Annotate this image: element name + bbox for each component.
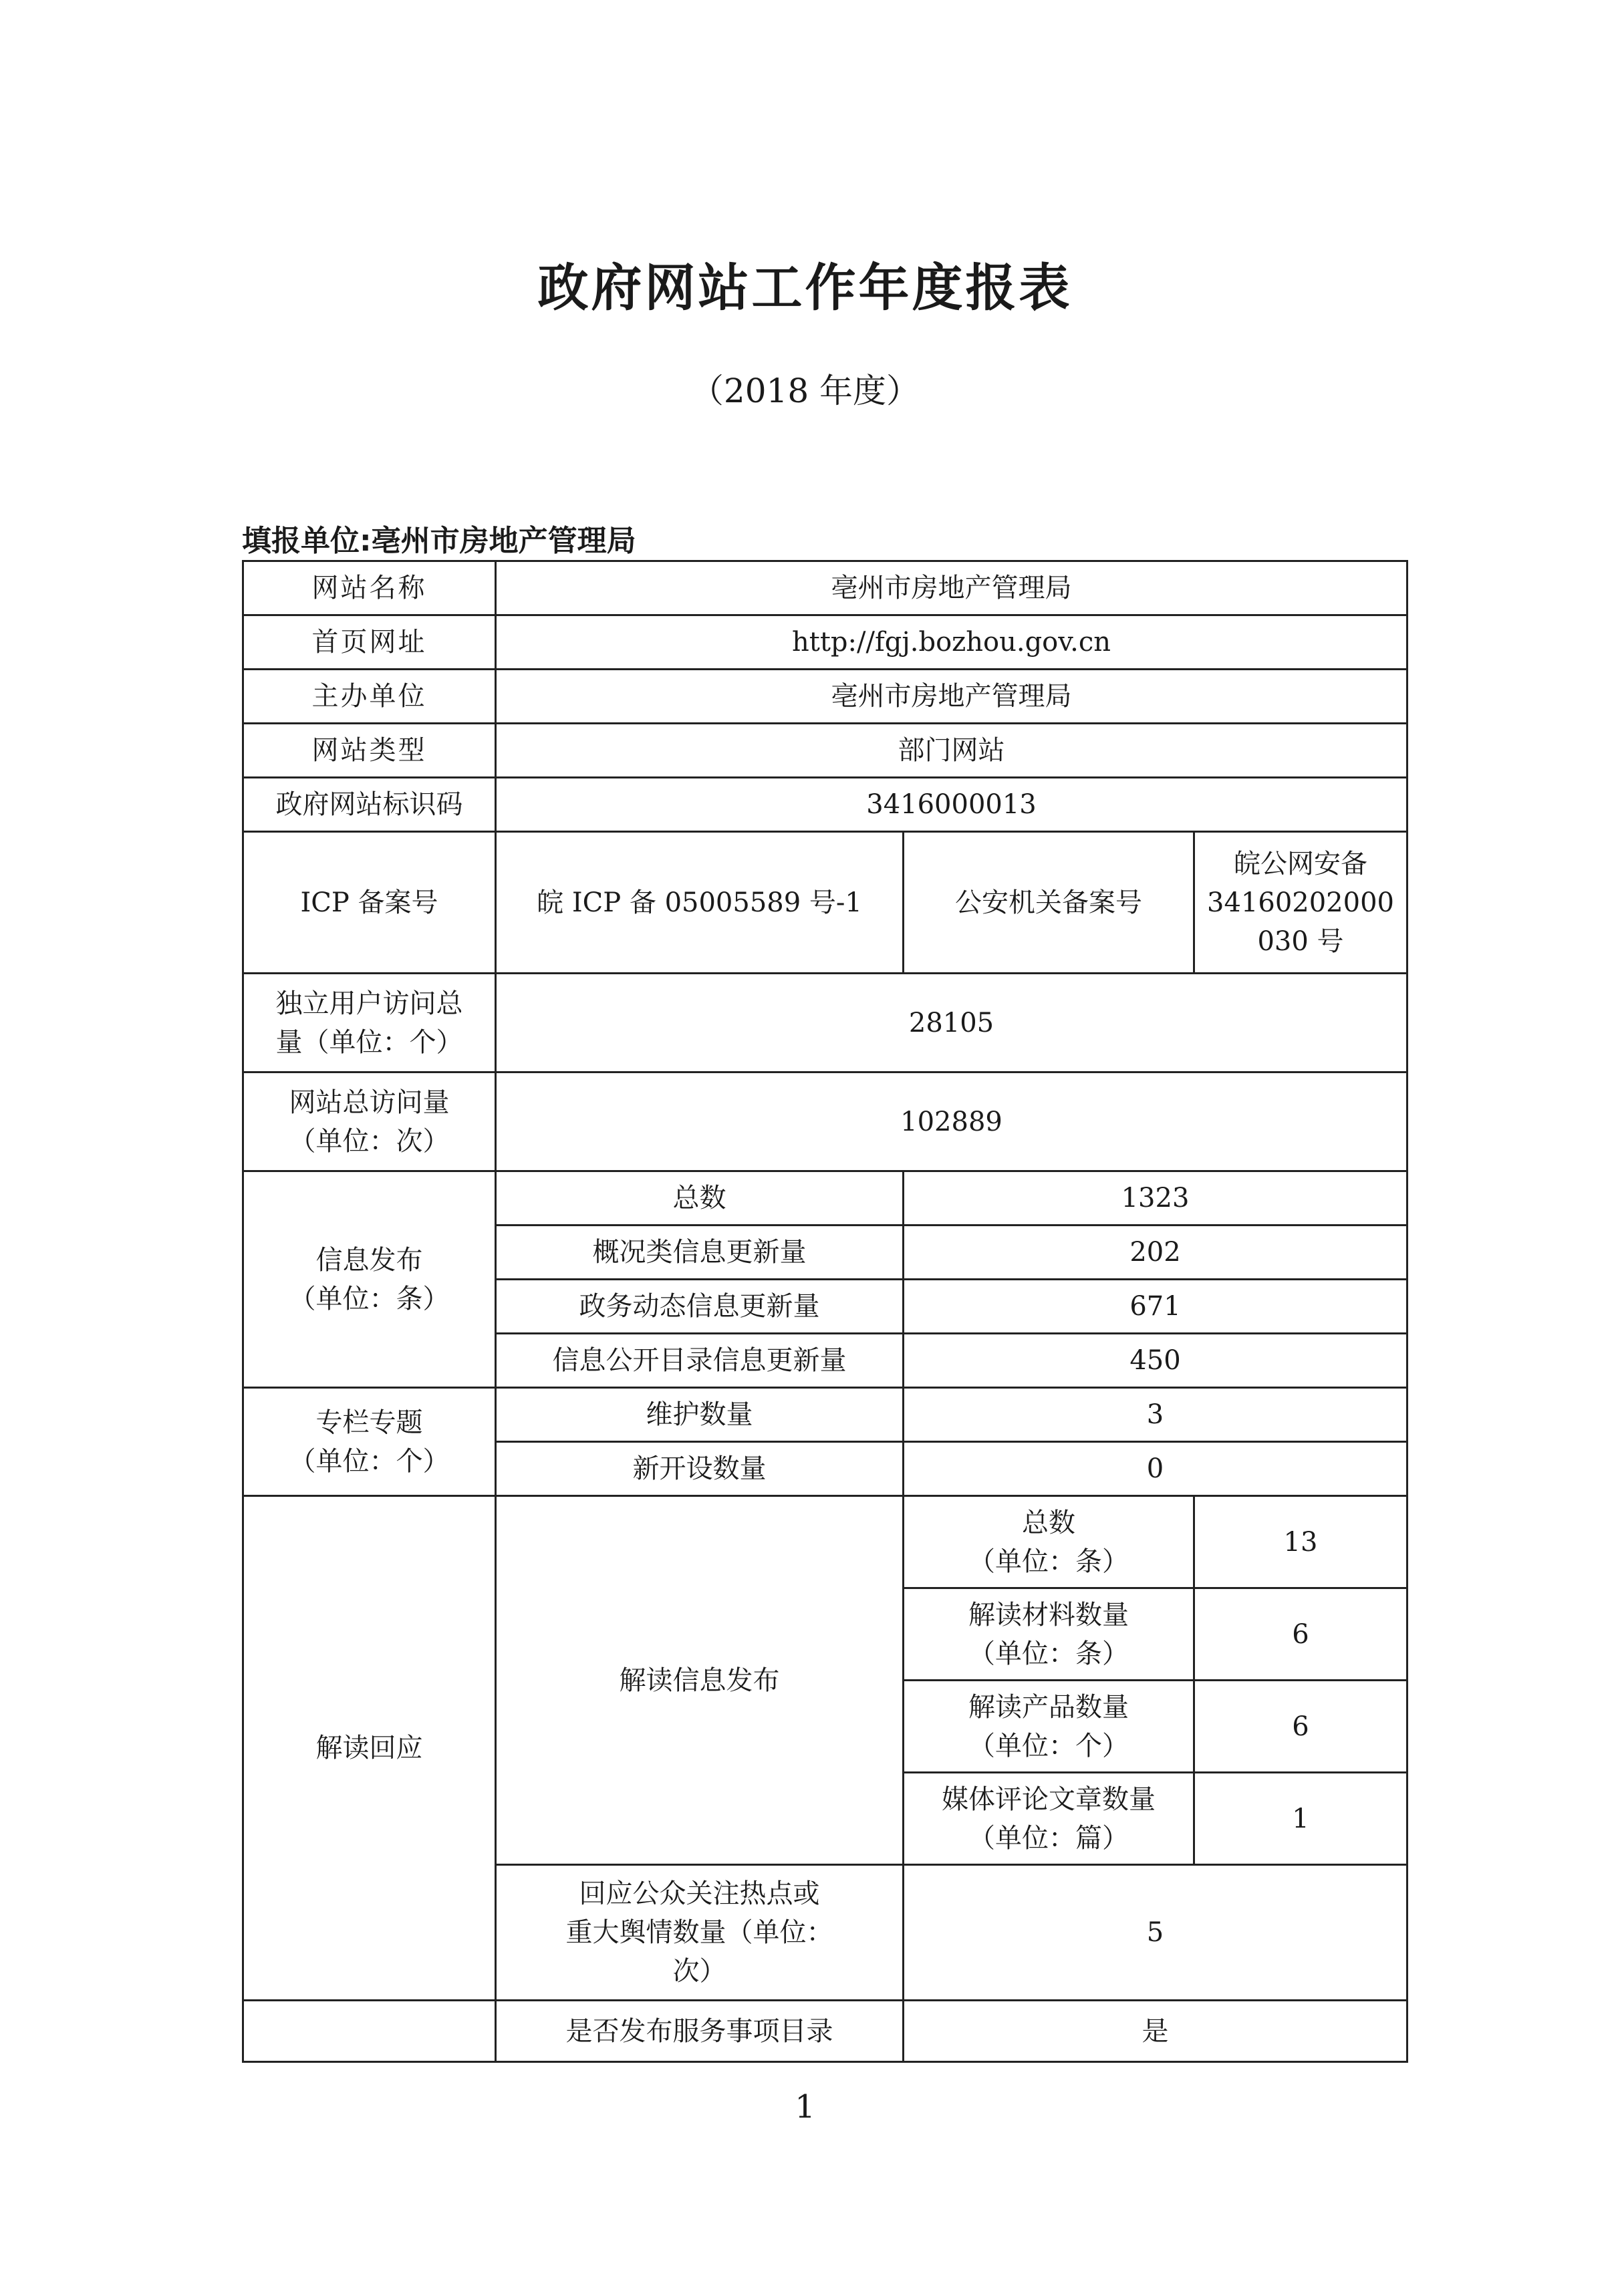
police-record-value bbox=[1194, 832, 1407, 974]
interp-item-label bbox=[904, 1681, 1194, 1773]
columns-label-line-2: （单位：个） bbox=[289, 1445, 450, 1477]
row-total-visits bbox=[243, 1072, 1407, 1171]
site-code-label: 政府网站标识码 bbox=[243, 778, 496, 832]
interp-item-value: 13 bbox=[1194, 1496, 1407, 1588]
page-number: 1 bbox=[795, 2088, 815, 2126]
service-catalog-label: 是否发布服务事项目录 bbox=[496, 2001, 904, 2062]
police-record-line-3: 030 号 bbox=[1257, 925, 1344, 957]
interp-item-label-line-1: 解读材料数量 bbox=[968, 1599, 1129, 1630]
info-item-value: 202 bbox=[904, 1226, 1407, 1280]
unique-visitors-label bbox=[243, 974, 496, 1072]
interp-item-label-line-2: （单位：个） bbox=[968, 1730, 1129, 1761]
info-item-label: 概况类信息更新量 bbox=[496, 1226, 904, 1280]
icp-value: 皖 ICP 备 05005589 号-1 bbox=[496, 832, 904, 974]
row-interp-total bbox=[243, 1496, 1407, 1588]
site-name-label: 网站名称 bbox=[243, 561, 496, 615]
row-sponsor bbox=[243, 670, 1407, 724]
response-value: 5 bbox=[904, 1865, 1407, 2001]
info-item-value: 671 bbox=[904, 1280, 1407, 1334]
response-label-line-1: 回应公众关注热点或 bbox=[579, 1878, 820, 1909]
info-publish-label-line-1: 信息发布 bbox=[315, 1244, 423, 1276]
interpretation-sub-label: 解读信息发布 bbox=[496, 1496, 904, 1865]
row-site-type bbox=[243, 724, 1407, 778]
row-icp bbox=[243, 832, 1407, 974]
info-item-value: 450 bbox=[904, 1334, 1407, 1388]
response-label-line-2: 重大舆情数量（单位： bbox=[565, 1917, 833, 1948]
total-visits-label-line-1: 网站总访问量 bbox=[289, 1087, 450, 1118]
service-catalog-value: 是 bbox=[904, 2001, 1407, 2062]
site-name-value: 亳州市房地产管理局 bbox=[496, 561, 1407, 615]
home-url-value: http://fgj.bozhou.gov.cn bbox=[496, 615, 1407, 670]
interp-item-label-line-1: 总数 bbox=[1022, 1507, 1075, 1538]
interp-item-label-line-2: （单位：条） bbox=[968, 1546, 1129, 1577]
icp-label: ICP 备案号 bbox=[243, 832, 496, 974]
interp-item-value: 1 bbox=[1194, 1773, 1407, 1865]
total-visits-label bbox=[243, 1072, 496, 1171]
interp-item-label-line-1: 媒体评论文章数量 bbox=[942, 1783, 1156, 1815]
columns-item-value: 3 bbox=[904, 1388, 1407, 1442]
interp-item-value: 6 bbox=[1194, 1588, 1407, 1681]
page-subtitle: （2018 年度） bbox=[690, 372, 920, 410]
site-type-value: 部门网站 bbox=[496, 724, 1407, 778]
row-site-code bbox=[243, 778, 1407, 832]
home-url-label: 首页网址 bbox=[243, 615, 496, 670]
filler-unit: 填报单位:亳州市房地产管理局 bbox=[242, 524, 636, 558]
police-record-line-1: 皖公网安备 bbox=[1234, 848, 1367, 879]
site-code-value: 3416000013 bbox=[496, 778, 1407, 832]
interp-item-label bbox=[904, 1588, 1194, 1681]
report-table bbox=[242, 560, 1408, 2063]
columns-item-label: 新开设数量 bbox=[496, 1442, 904, 1496]
interpretation-label: 解读回应 bbox=[243, 1496, 496, 2001]
info-item-label: 信息公开目录信息更新量 bbox=[496, 1334, 904, 1388]
columns-item-label: 维护数量 bbox=[496, 1388, 904, 1442]
site-type-label: 网站类型 bbox=[243, 724, 496, 778]
unique-visitors-value: 28105 bbox=[496, 974, 1407, 1072]
interp-item-value: 6 bbox=[1194, 1681, 1407, 1773]
total-visits-label-line-2: （单位：次） bbox=[289, 1125, 450, 1157]
police-record-line-2: 34160202000 bbox=[1207, 887, 1394, 918]
interp-item-label-line-2: （单位：篇） bbox=[968, 1822, 1129, 1854]
columns-label bbox=[243, 1388, 496, 1496]
response-label bbox=[496, 1865, 904, 2001]
police-record-label: 公安机关备案号 bbox=[904, 832, 1194, 974]
columns-item-value: 0 bbox=[904, 1442, 1407, 1496]
row-site-name bbox=[243, 561, 1407, 615]
interp-item-label bbox=[904, 1773, 1194, 1865]
info-item-label: 政务动态信息更新量 bbox=[496, 1280, 904, 1334]
info-item-label: 总数 bbox=[496, 1171, 904, 1226]
row-columns-maintained bbox=[243, 1388, 1407, 1442]
row-unique-visitors bbox=[243, 974, 1407, 1072]
page-title: 政府网站工作年度报表 bbox=[537, 258, 1073, 317]
total-visits-value: 102889 bbox=[496, 1072, 1407, 1171]
unique-visitors-label-line-1: 独立用户访问总 bbox=[275, 988, 463, 1019]
interp-item-label-line-1: 解读产品数量 bbox=[968, 1691, 1129, 1723]
info-item-value: 1323 bbox=[904, 1171, 1407, 1226]
service-catalog-empty-cell bbox=[243, 2001, 496, 2062]
row-service-catalog bbox=[243, 2001, 1407, 2062]
columns-label-line-1: 专栏专题 bbox=[315, 1407, 423, 1438]
sponsor-value: 亳州市房地产管理局 bbox=[496, 670, 1407, 724]
info-publish-label bbox=[243, 1171, 496, 1388]
row-home-url bbox=[243, 615, 1407, 670]
info-publish-label-line-2: （单位：条） bbox=[289, 1283, 450, 1314]
row-info-total bbox=[243, 1171, 1407, 1226]
sponsor-label: 主办单位 bbox=[243, 670, 496, 724]
unique-visitors-label-line-2: 量（单位：个） bbox=[275, 1026, 463, 1058]
response-label-line-3: 次） bbox=[672, 1956, 726, 1987]
interp-item-label-line-2: （单位：条） bbox=[968, 1638, 1129, 1669]
interp-item-label bbox=[904, 1496, 1194, 1588]
